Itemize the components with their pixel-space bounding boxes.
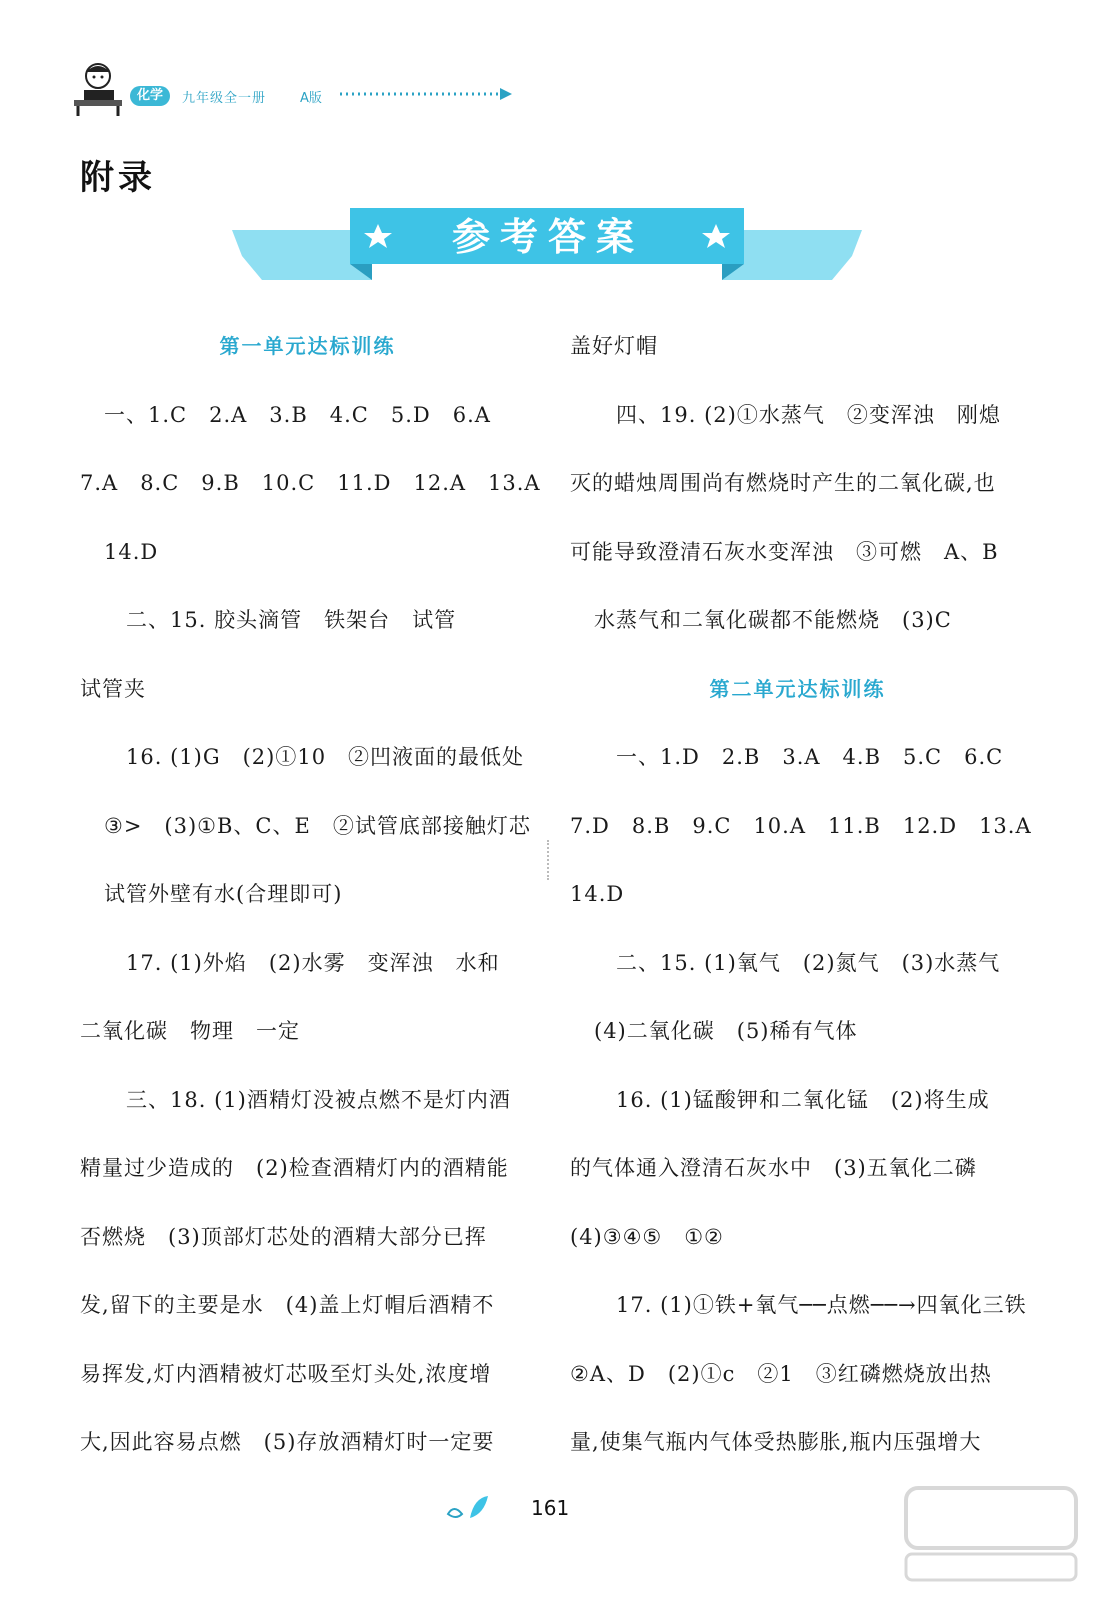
answer-line: 二、15. 胶头滴管 铁架台 试管 — [126, 608, 457, 632]
answer-line: 的气体通入澄清石灰水中 (3)五氧化二磷 — [570, 1156, 977, 1180]
subject-badge: 化学 — [130, 86, 170, 106]
answer-line: 精量过少造成的 (2)检查酒精灯内的酒精能 — [80, 1156, 509, 1180]
left-column — [80, 312, 541, 1477]
answer-line: 二、15. (1)氧气 (2)氮气 (3)水蒸气 — [616, 950, 1001, 975]
grade-label: 九年级全一册 — [182, 91, 267, 106]
answer-line: 7.D 8.B 9.C 10.A 11.B 12.D 13.A — [570, 813, 1032, 838]
answer-line: 三、18. (1)酒精灯没被点燃不是灯内酒 — [126, 1087, 511, 1112]
answer-line: 灭的蜡烛周围尚有燃烧时产生的二氧化碳,也 — [570, 471, 996, 495]
section-title: 第一单元达标训练 — [219, 334, 396, 358]
answer-line: 一、1.C 2.A 3.B 4.C 5.D 6.A — [104, 402, 491, 427]
answer-line: 二氧化碳 物理 一定 — [80, 1019, 300, 1043]
banner-title: 参考答案 — [451, 215, 644, 259]
answer-line: 16. (1)锰酸钾和二氧化锰 (2)将生成 — [616, 1087, 990, 1112]
answer-line: (4)二氧化碳 (5)稀有气体 — [594, 1019, 858, 1043]
right-column — [570, 312, 1032, 1477]
answer-line: 可能导致澄清石灰水变浑浊 ③可燃 A、B — [570, 539, 999, 564]
dotted-arrow-icon — [340, 84, 520, 104]
watermark-logo-icon — [896, 1478, 1086, 1588]
answer-line: 14.D — [570, 882, 625, 906]
answer-line: 一、1.D 2.B 3.A 4.B 5.C 6.C — [616, 745, 1004, 769]
answer-line: 水蒸气和二氧化碳都不能燃烧 (3)C — [594, 608, 952, 632]
answer-line: 14.D — [104, 539, 159, 564]
answer-line: 否燃烧 (3)顶部灯芯处的酒精大部分已挥 — [80, 1224, 487, 1249]
answer-line: 大,因此容易点燃 (5)存放酒精灯时一定要 — [80, 1430, 495, 1454]
answer-line: ③> (3)①B、C、E ②试管底部接触灯芯 — [104, 813, 531, 838]
student-mascot-icon — [70, 60, 130, 118]
answer-line: 17. (1)外焰 (2)水雾 变浑浊 水和 — [126, 950, 500, 975]
answer-line: 17. (1)①铁+氧气──点燃──→四氧化三铁 — [616, 1293, 1027, 1317]
answer-line: 四、19. (2)①水蒸气 ②变浑浊 刚熄 — [616, 402, 1001, 427]
column-divider — [547, 840, 551, 880]
answer-line: (4)③④⑤ ①② — [570, 1224, 724, 1249]
answer-line: 发,留下的主要是水 (4)盖上灯帽后酒精不 — [80, 1293, 495, 1317]
leaf-ornament-icon — [444, 1494, 494, 1524]
answer-line: 7.A 8.C 9.B 10.C 11.D 12.A 13.A — [80, 471, 541, 495]
answer-line: 16. (1)G (2)①10 ②凹液面的最低处 — [126, 745, 525, 769]
answer-line: 试管夹 — [80, 676, 146, 701]
section-title: 第二单元达标训练 — [709, 676, 886, 701]
page-header — [70, 60, 530, 120]
appendix-title: 附录 — [80, 158, 156, 198]
page-number: 161 — [531, 1496, 570, 1520]
answer-line: 易挥发,灯内酒精被灯芯吸至灯头处,浓度增 — [80, 1361, 492, 1386]
answer-line: 量,使集气瓶内气体受热膨胀,瓶内压强增大 — [570, 1430, 982, 1454]
answer-line: 试管外壁有水(合理即可) — [104, 882, 343, 906]
answer-line: 盖好灯帽 — [570, 334, 658, 358]
answer-line: ②A、D (2)①c ②1 ③红磷燃烧放出热 — [570, 1361, 992, 1386]
edition-label: A版 — [300, 91, 322, 106]
